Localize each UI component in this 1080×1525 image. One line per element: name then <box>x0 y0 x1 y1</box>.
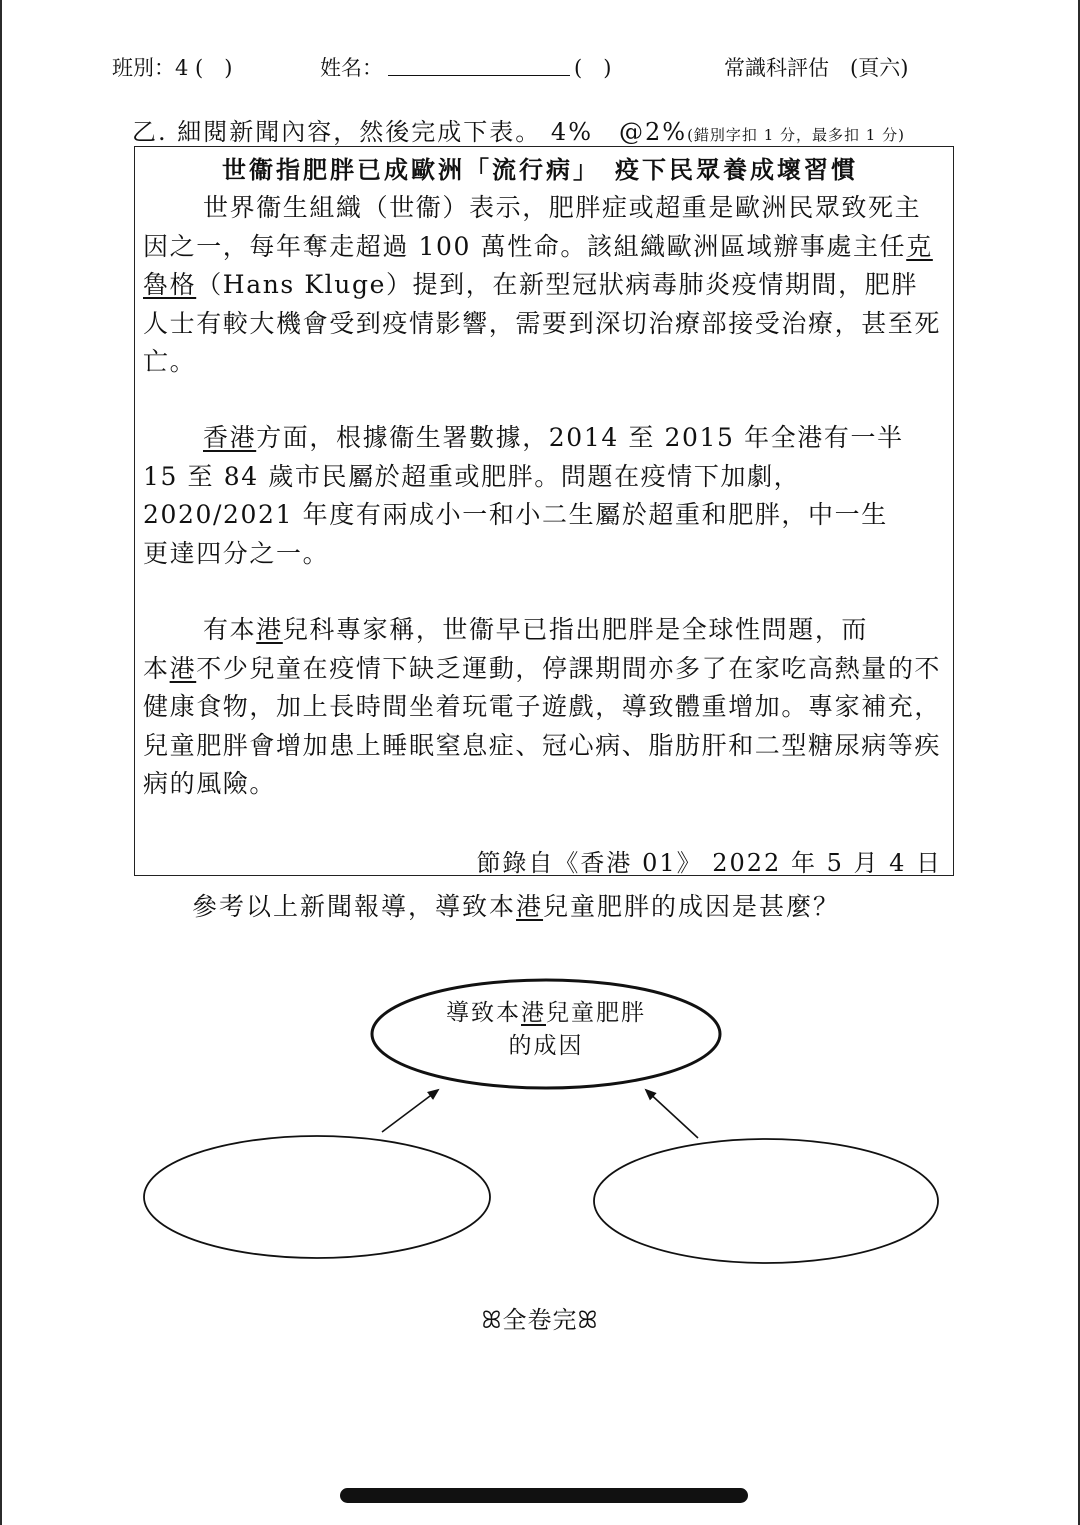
center-text-b: 兒童肥胖 <box>546 1000 646 1026</box>
section-instruction-text: 細閱新聞內容，然後完成下表。 <box>177 118 542 146</box>
section-label: 乙. <box>132 118 168 146</box>
p2-text-b: 15 至 84 歲市民屬於超重或肥胖。問題在疫情下加劇， <box>143 461 801 491</box>
class-label: 班別：4 ( ) <box>112 56 233 80</box>
p1-text-b: （Hans Kluge）提到，在新型冠狀病毒肺炎疫情期間，肥胖人士有較大機會受到疫情影響，需要到深切治療部接受治療，甚至死亡。 <box>143 270 942 376</box>
arrow-left <box>382 1090 438 1132</box>
center-text-c: 的成因 <box>508 1033 584 1059</box>
p2-text-c: 2020/2021 年度有兩成小一和小二生屬於超重和肥胖，中一生 <box>143 500 888 529</box>
p3-text-a: 有本 <box>203 615 257 644</box>
p3-hk-1: 港 <box>256 615 283 644</box>
subject-page: 常識科評估 (頁六) <box>724 56 909 80</box>
home-indicator-bar[interactable] <box>340 1488 748 1503</box>
p3-text-c: 本 <box>143 653 170 683</box>
p2-place: 香港 <box>203 423 257 452</box>
article-source: 節錄自《香港 01》 2022 年 5 月 4 日 <box>476 849 942 877</box>
article-headline: 世衞指肥胖已成歐洲「流行病」 疫下民眾養成壞習慣 <box>222 155 858 184</box>
cause-answer-ellipse-left[interactable] <box>144 1136 490 1258</box>
section-marks: 4% @2% <box>550 118 688 146</box>
p1-text-a: 世界衞生組織（世衞）表示，肥胖症或超重是歐洲民眾致死主因之一，每年奪走超過 100 萬性命。該組織歐洲區域辦事處主任 <box>143 193 922 261</box>
question-hk: 港 <box>516 892 544 921</box>
section-note: (錯別字扣 1 分，最多扣 1 分) <box>687 126 905 144</box>
question-text-a: 參考以上新聞報導，導致本 <box>192 892 517 921</box>
name-label: 姓名： <box>320 56 383 80</box>
arrow-right <box>646 1090 698 1138</box>
p2-text-d: 更達四分之一。 <box>143 538 330 568</box>
question-text-b: 兒童肥胖的成因是甚麼？ <box>543 892 841 921</box>
p3-text-b: 兒科專家稱，世衞早已指出肥胖是全球性問題，而 <box>282 615 869 644</box>
center-text-a: 導致本 <box>446 1000 521 1026</box>
p2-text-a: 方面，根據衞生署數據，2014 至 2015 年全港有一半 <box>256 423 904 452</box>
p3-text-d: 不少兒童在疫情下缺乏運動，停課期間亦多了在家吃高熱量的不健康食物，加上長時間坐着玩電子遊戲，導致體重增加。專家補充，兒童肥胖會增加患上睡眠窒息症、冠心病、脂肪肝和二型糖尿病等疾病的風險。 <box>143 653 942 798</box>
name-number: ( ) <box>574 56 612 80</box>
p1-name: 克魯格 <box>143 231 933 299</box>
end-of-paper-mark: ꕤ全卷完ꕤ <box>481 1306 599 1334</box>
center-ellipse-text <box>372 997 720 1063</box>
center-text-hk: 港 <box>521 1000 546 1026</box>
p3-hk-2: 港 <box>169 653 197 683</box>
cause-answer-ellipse-right[interactable] <box>594 1139 938 1263</box>
